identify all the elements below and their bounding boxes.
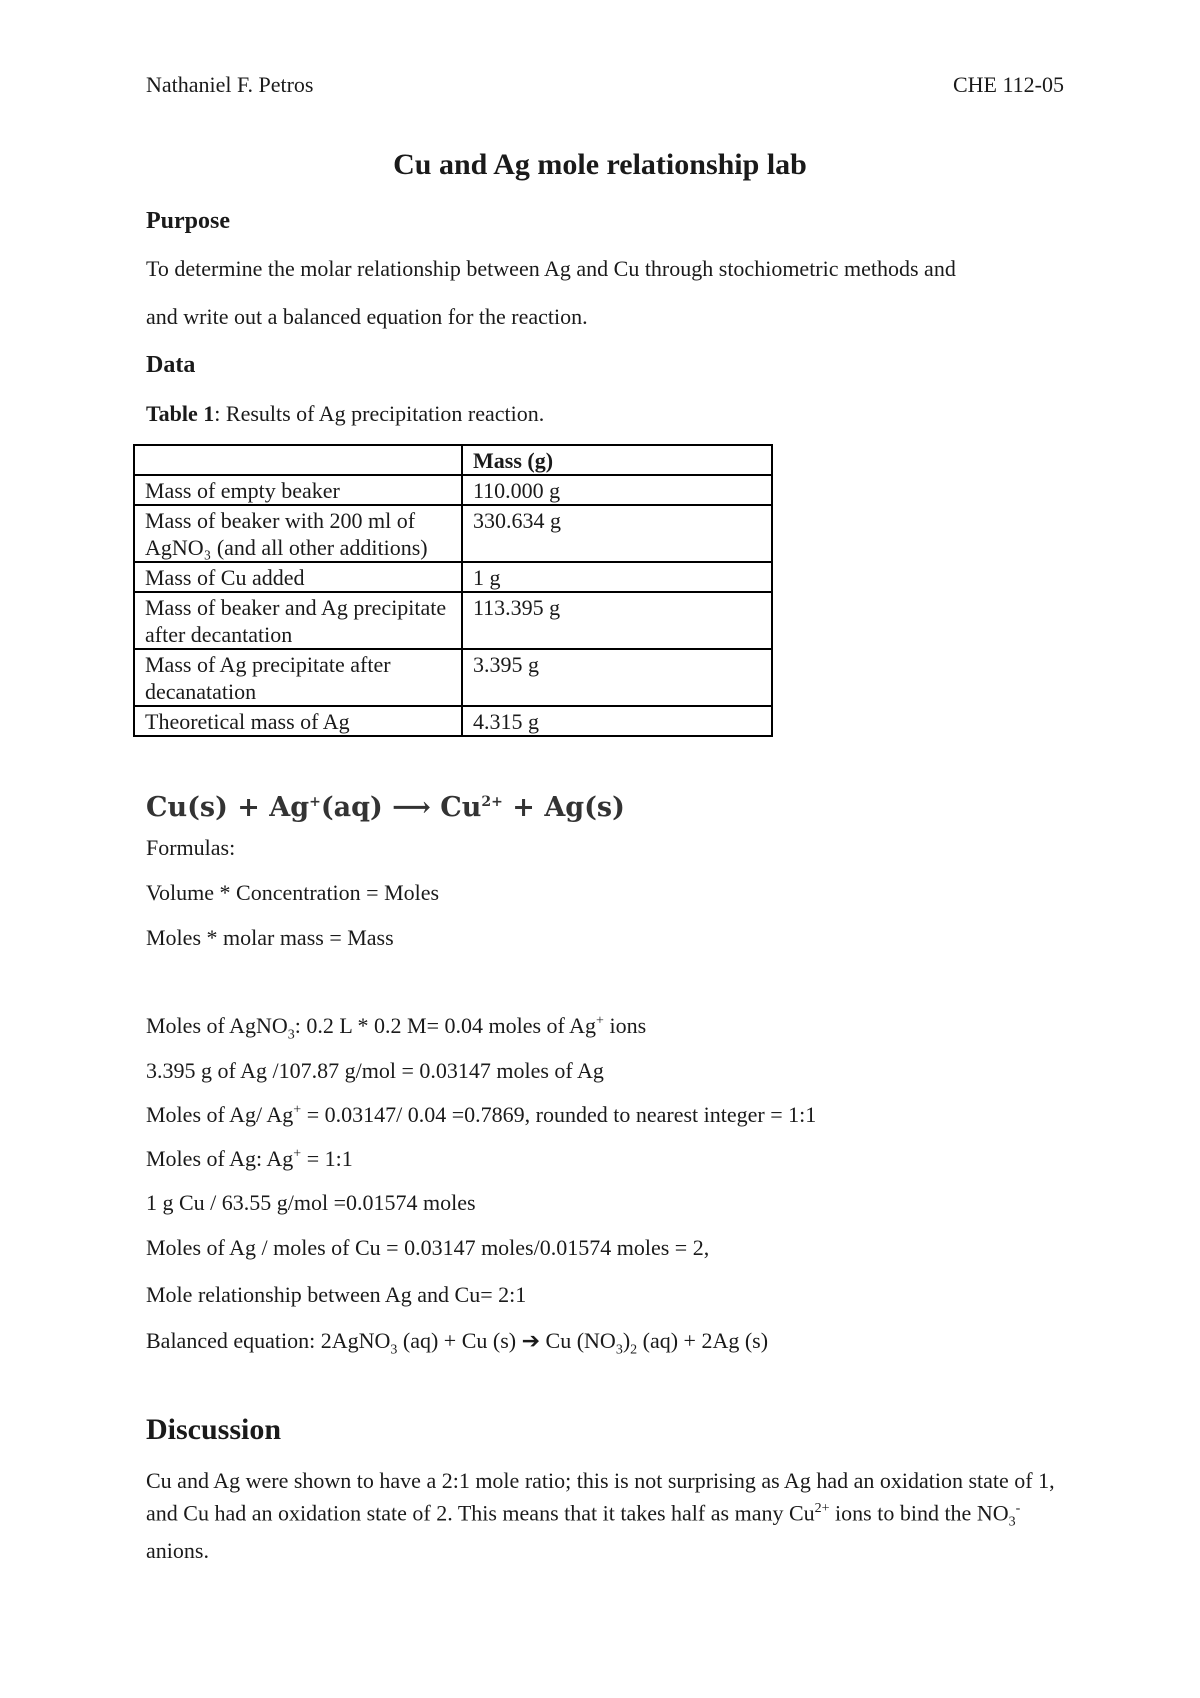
discussion-text: anions. <box>146 1537 209 1563</box>
results-table <box>133 444 773 737</box>
equation-part: Cu(s) + Ag <box>146 792 310 823</box>
calc-line-6: Moles of Ag / moles of Cu = 0.03147 moles/0.01574 moles = 2, <box>146 1235 710 1260</box>
table-cell-label: Mass of Ag precipitate after decanatation <box>134 649 462 706</box>
table-row <box>134 649 772 706</box>
arrow-right-icon: ➔ <box>521 1328 541 1353</box>
table-cell-label: Mass of empty beaker <box>134 475 462 505</box>
calc-text: Moles of Ag/ Ag <box>146 1102 294 1127</box>
table-row <box>134 706 772 736</box>
reaction-equation <box>146 792 625 823</box>
equation-sup: 2+ <box>481 794 503 810</box>
table-header-row <box>134 445 772 475</box>
purpose-heading: Purpose <box>146 208 230 234</box>
header-course: CHE 112-05 <box>952 72 1064 97</box>
calc-line-2: 3.395 g of Ag /107.87 g/mol = 0.03147 moles of Ag <box>146 1058 604 1083</box>
table-cell-value: 110.000 g <box>462 475 772 505</box>
calc-line-1 <box>146 1013 646 1043</box>
calc-text: = 1:1 <box>301 1146 353 1171</box>
discussion-sup: - <box>1015 1501 1021 1516</box>
purpose-line-2: and write out a balanced equation for the reaction. <box>146 304 588 329</box>
table-cell-label: Mass of beaker with 200 ml of AgNO₃ (and all other additions) <box>134 505 462 562</box>
calc-text: : 0.2 L * 0.2 M= 0.04 moles of Ag <box>294 1013 597 1038</box>
calc-sub: 2 <box>630 1342 638 1358</box>
document-title: Cu and Ag mole relationship lab <box>393 148 807 181</box>
calc-sub: 3 <box>390 1342 398 1358</box>
calc-text: Moles of Ag: Ag <box>146 1146 294 1171</box>
discussion-text: ions to bind the NO <box>829 1500 1009 1526</box>
purpose-line-1: To determine the molar relationship between Ag and Cu through stochiometric methods and <box>146 256 956 281</box>
calc-text: Moles of AgNO <box>146 1013 288 1038</box>
calc-sub: 3 <box>615 1342 623 1358</box>
table-header-cell: Mass (g) <box>462 445 772 475</box>
discussion-sup: 2+ <box>814 1501 830 1516</box>
calc-text: ions <box>603 1013 647 1038</box>
table-row <box>134 592 772 649</box>
discussion-heading: Discussion <box>146 1413 282 1446</box>
table-header-cell <box>134 445 462 475</box>
calc-line-3 <box>146 1102 816 1128</box>
table-cell-value: 4.315 g <box>462 706 772 736</box>
table-cell-value: 330.634 g <box>462 505 772 562</box>
table-row <box>134 505 772 562</box>
table-caption-label: Table 1 <box>146 401 215 426</box>
discussion-text: Cu and Ag were shown to have a 2:1 mole ratio; this is not surprising as Ag had an oxidation state of 1, and Cu had an oxidation state of 2. This means that it takes half as many Cu <box>146 1468 1055 1526</box>
table-cell-value: 113.395 g <box>462 592 772 649</box>
table-caption-text: : Results of Ag precipitation reaction. <box>214 401 545 426</box>
calc-sub: 3 <box>287 1027 295 1043</box>
header-author: Nathaniel F. Petros <box>146 72 314 97</box>
calc-text: (aq) + Cu (s) <box>397 1328 522 1353</box>
table-row <box>134 475 772 505</box>
calc-line-4 <box>146 1146 353 1172</box>
calc-line-8 <box>146 1328 768 1358</box>
table-cell-label: Mass of Cu added <box>134 562 462 592</box>
calc-sup: + <box>293 1146 302 1162</box>
table-cell-value: 3.395 g <box>462 649 772 706</box>
calc-sup: + <box>293 1102 302 1118</box>
calc-text: (aq) + 2Ag (s) <box>637 1328 769 1353</box>
table-cell-label: Theoretical mass of Ag <box>134 706 462 736</box>
data-heading: Data <box>146 352 196 378</box>
equation-part: (aq) ⟶ Cu <box>320 792 482 823</box>
calc-text: Cu (NO <box>540 1328 616 1353</box>
discussion-paragraph <box>146 1467 1066 1565</box>
equation-part: + Ag(s) <box>502 792 625 823</box>
table-row <box>134 562 772 592</box>
equation-sup: + <box>309 794 321 810</box>
table-cell-label: Mass of beaker and Ag precipitate after decantation <box>134 592 462 649</box>
calc-sup: + <box>596 1013 604 1029</box>
table-caption <box>146 401 544 427</box>
calc-line-5: 1 g Cu / 63.55 g/mol =0.01574 moles <box>146 1190 476 1215</box>
table-cell-value: 1 g <box>462 562 772 592</box>
formula-2: Moles * molar mass = Mass <box>146 925 394 950</box>
calc-line-7: Mole relationship between Ag and Cu= 2:1 <box>146 1282 527 1307</box>
calc-text: = 0.03147/ 0.04 =0.7869, rounded to nearest integer = 1:1 <box>301 1102 817 1127</box>
calc-text: Balanced equation: 2AgNO <box>146 1328 391 1353</box>
discussion-sub: 3 <box>1008 1514 1016 1530</box>
formula-1: Volume * Concentration = Moles <box>146 880 440 905</box>
formulas-label: Formulas: <box>146 835 236 860</box>
calc-text: ) <box>622 1328 631 1353</box>
